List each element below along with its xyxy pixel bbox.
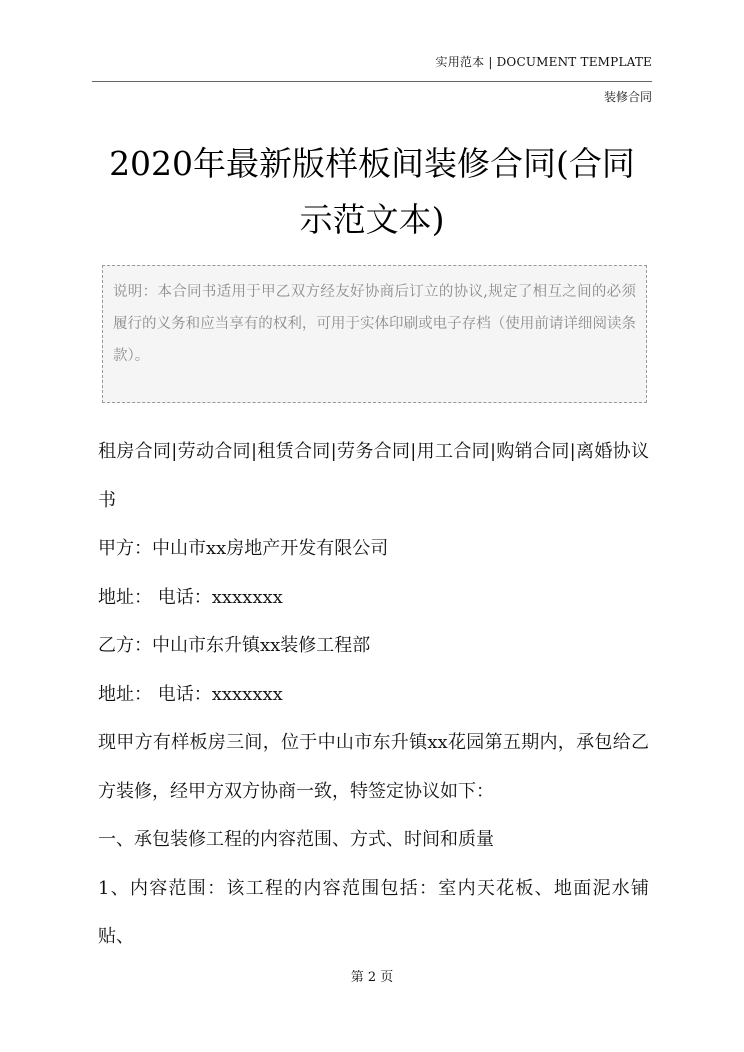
document-title: 2020年最新版样板间装修合同(合同示范文本)	[109, 144, 635, 239]
page-number: 第 2 页	[350, 970, 394, 985]
document-body	[98, 428, 649, 962]
header-brand: 实用范本 | DOCUMENT TEMPLATE	[435, 55, 652, 69]
header-divider	[92, 81, 652, 82]
body-paragraph: 地址： 电话：xxxxxxx	[98, 586, 283, 608]
notice-text: 说明：本合同书适用于甲乙双方经友好协商后订立的协议,规定了相互之间的必须履行的义务和应当享有的权利，可用于实体印刷或电子存档（使用前请详细阅读条款）。	[113, 284, 636, 364]
body-paragraph: 1、内容范围：该工程的内容范围包括：室内天花板、地面泥水铺贴、	[98, 877, 649, 947]
body-paragraph: 甲方：中山市xx房地产开发有限公司	[98, 538, 389, 559]
body-paragraph: 一、承包装修工程的内容范围、方式、时间和质量	[98, 829, 494, 850]
body-paragraph: 租房合同|劳动合同|租赁合同|劳务合同|用工合同|购销合同|离婚协议书	[98, 441, 649, 511]
body-paragraph: 乙方：中山市东升镇xx装修工程部	[98, 635, 371, 656]
body-paragraph: 地址： 电话：xxxxxxx	[98, 683, 283, 705]
header-category: 装修合同	[603, 90, 652, 104]
body-paragraph: 现甲方有样板房三间，位于中山市东升镇xx花园第五期内，承包给乙方装修，经甲方双方协商一致，特签定协议如下：	[98, 732, 649, 802]
notice-box	[102, 265, 647, 403]
